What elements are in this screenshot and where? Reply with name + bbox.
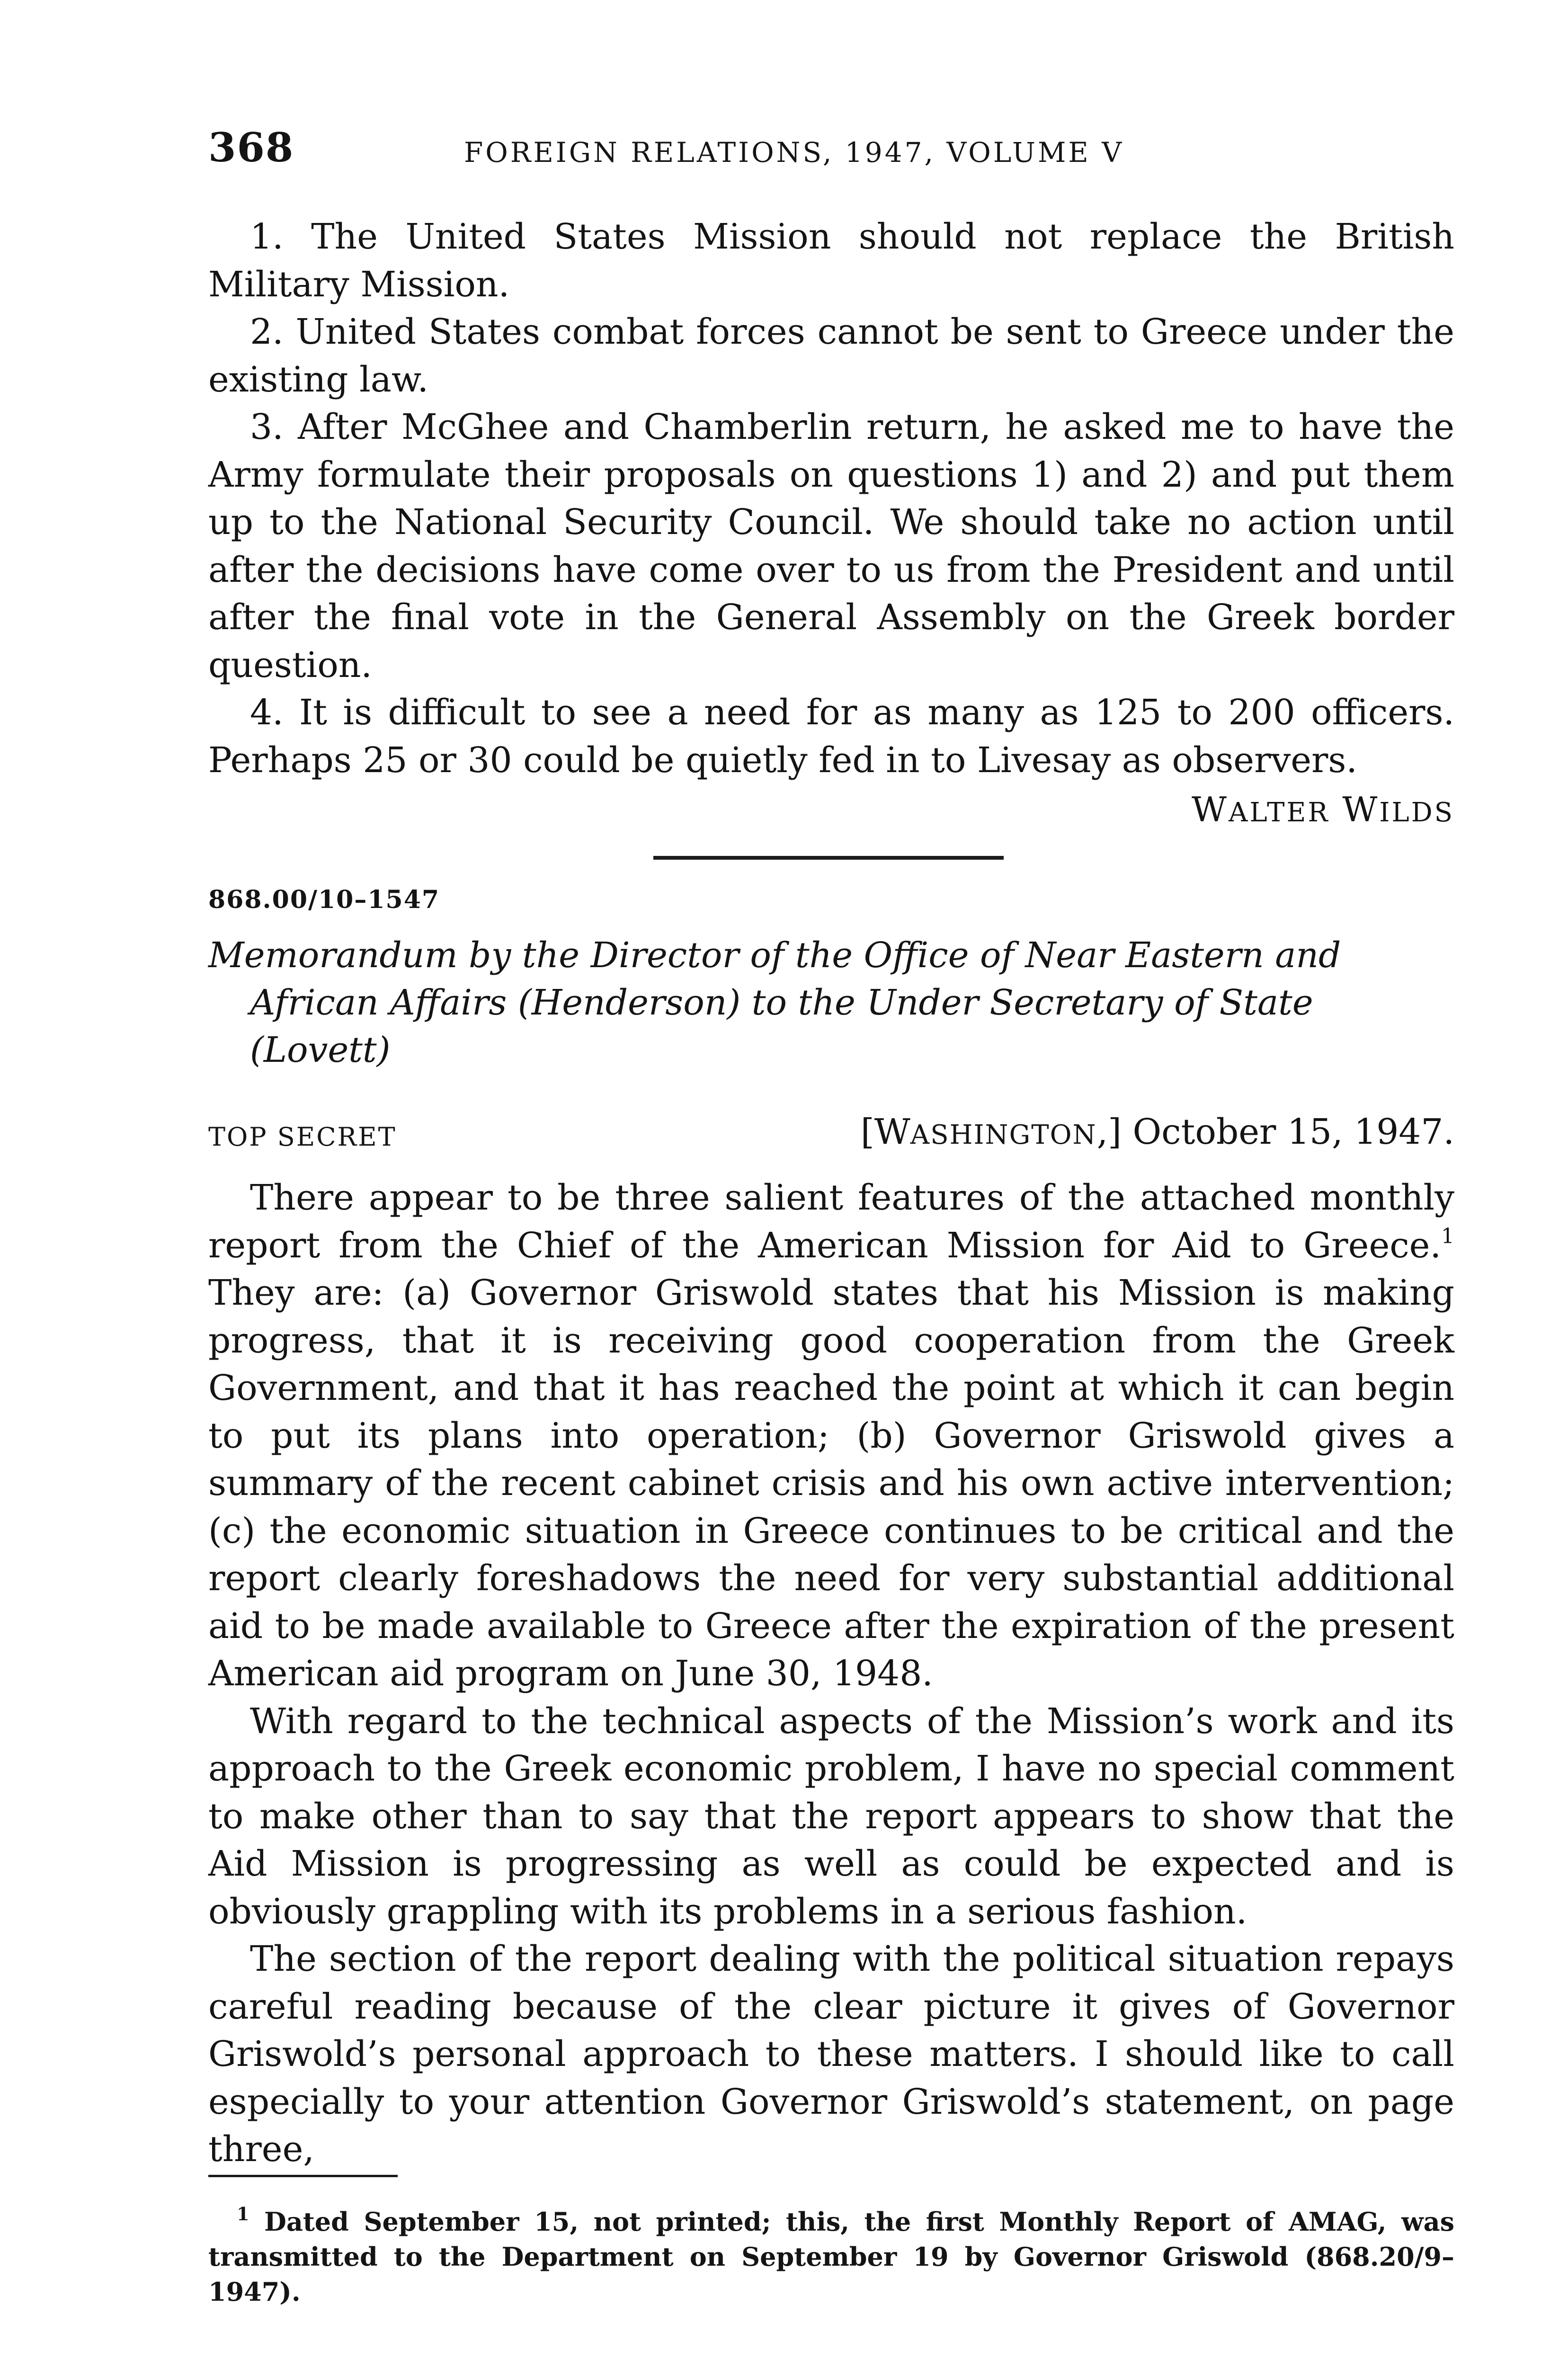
numbered-list	[208, 213, 1454, 784]
footnote-divider	[208, 2175, 398, 2177]
body-paragraph: With regard to the technical aspects of the Mission’s work and its approach to the Greek economic problem, I have no special comment to make other than to say that the report appears to show that the Aid Mission is progressing as well as could be expected and is obviously grappling with its problems in a serious fashion.	[208, 1700, 1454, 1932]
page-header	[208, 124, 1454, 181]
memo-body	[208, 1174, 1454, 2173]
list-item: 4. It is difficult to see a need for as many as 125 to 200 officers. Perhaps 25 or 30 could be quietly fed in to Livesay as observers.	[208, 692, 1454, 781]
signature-last-rest: ILDS	[1379, 797, 1454, 828]
signature	[1192, 790, 1454, 829]
running-title: FOREIGN RELATIONS, 1947, VOLUME V	[464, 136, 1124, 169]
classification-label: TOP SECRET	[208, 1122, 397, 1152]
place-initial: W	[874, 1112, 910, 1152]
signature-first-initial: W	[1192, 790, 1229, 829]
signature-last-initial: W	[1342, 790, 1380, 829]
footnote-reference[interactable]: 1	[1441, 1224, 1454, 1248]
page-number: 368	[208, 124, 294, 171]
memo-title	[208, 932, 1454, 1074]
place-rest: ASHINGTON	[910, 1120, 1097, 1150]
date-text: ,] October 15, 1947.	[1096, 1112, 1454, 1152]
body-paragraph-1-part2: They are: (a) Governor Griswold states that his Mission is making progress, that it is receiving good cooperation from the Greek Government, and that it has reached the point at which it can begin to put its plans into operation; (b) Governor Griswold gives a summary of the recent cabinet crisis and his own active intervention; (c) the economic situation in Greece continues to be critical and the report clearly foreshadows the need for very substantial additional aid to be made available to Greece after the expiration of the present American aid program on June 30, 1948.	[208, 1272, 1454, 1694]
list-item: 3. After McGhee and Chamberlin return, he asked me to have the Army formulate their proposals on questions 1) and 2) and put them up to the National Security Council. We should take no action until after the decisions have come over to us from the President and until after the final vote in the General Assembly on the Greek border question.	[208, 407, 1454, 685]
footnote	[208, 2197, 1454, 2309]
date-place	[861, 1112, 1454, 1152]
signature-first-rest: ALTER	[1229, 797, 1330, 828]
footnote-text: Dated September 15, not printed; this, the first Monthly Report of AMAG, was transmitted to the Department on September 19 by Governor Griswold (868.20/9–1947).	[208, 2207, 1454, 2307]
section-divider	[653, 856, 1004, 860]
body-paragraph	[208, 1174, 1454, 1698]
dateline	[208, 1112, 1454, 1159]
footnote-spacer	[208, 2207, 237, 2237]
file-number: 868.00/10–1547	[208, 885, 440, 914]
body-paragraph: The section of the report dealing with the political situation repays careful reading because of the clear picture it gives of Governor Griswold’s personal approach to these matters. I should like to call especially to your attention Governor Griswold’s statement, on page three,	[208, 1939, 1454, 2170]
date-open-bracket: [	[860, 1112, 874, 1152]
list-item: 2. United States combat forces cannot be sent to Greece under the existing law.	[208, 311, 1454, 400]
memo-title-rest: African Affairs (Henderson) to the Under Secretary of State (Lovett)	[250, 982, 1313, 1070]
footnote-mark: 1	[237, 2203, 249, 2225]
memo-title-line1: Memorandum by the Director of the Office of Near Eastern and	[208, 935, 1341, 976]
list-item: 1. The United States Mission should not replace the British Military Mission.	[208, 216, 1454, 305]
body-paragraph-1-part1: There appear to be three salient features of the attached monthly report from the Chief of the American Mission for Aid to Greece.	[208, 1177, 1454, 1266]
